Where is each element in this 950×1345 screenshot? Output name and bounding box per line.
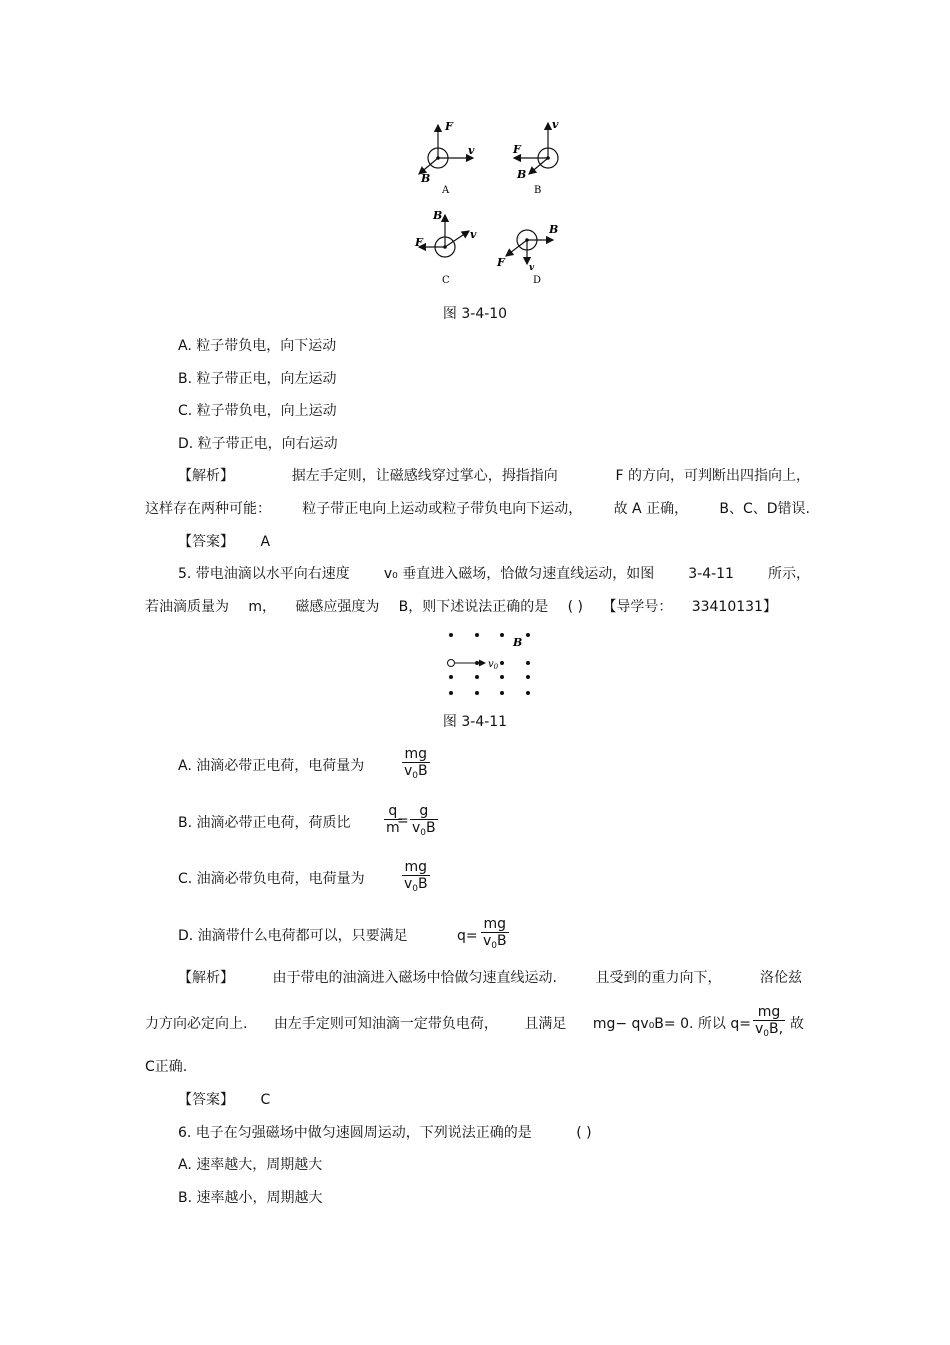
panel-a <box>419 120 475 196</box>
denominator <box>402 762 430 781</box>
subscript: 0 <box>420 828 427 838</box>
subscript: 0 <box>763 1029 770 1039</box>
velocity-label: v <box>468 144 475 157</box>
analysis-text: 粒子带正电向上运动或粒子带负电向下运动， <box>302 501 583 517</box>
q5-option-a: A. 油滴必带正电荷，电荷量为 <box>178 758 365 774</box>
oil-drop <box>448 660 455 667</box>
subscript: 0 <box>491 941 498 951</box>
subscript: 0 <box>412 884 419 894</box>
question-stem <box>178 1123 658 1143</box>
analysis-text: 由于带电的油滴进入磁场中恰做匀速直线运动. <box>272 970 557 986</box>
analysis-text: 故 <box>790 1016 804 1032</box>
numerator: q <box>388 803 398 819</box>
stem-part: m， <box>248 599 276 615</box>
question-stem <box>178 564 810 584</box>
force-label: F <box>415 236 423 249</box>
answer-label: 【答案】 <box>178 1092 234 1108</box>
numerator: g <box>419 803 429 819</box>
numerator: mg <box>404 746 428 762</box>
velocity-subscript: 0 <box>493 663 499 671</box>
analysis-text: 据左手定则，让磁感线穿过掌心，拇指指向 <box>291 468 558 484</box>
field-label: B <box>517 168 527 181</box>
denominator <box>753 1020 785 1039</box>
analysis-text: 这样存在两种可能： <box>145 501 271 517</box>
answer-value: C <box>260 1092 271 1108</box>
fraction <box>481 916 509 951</box>
figure-3-4-11 <box>440 625 545 705</box>
answer-label: 【答案】 <box>178 534 234 550</box>
denominator-v: v <box>412 820 421 836</box>
field-label: B <box>513 636 523 649</box>
velocity-label <box>488 659 499 671</box>
q5-option-b: B. 油滴必带正电荷，荷质比 <box>178 815 351 831</box>
q6-option-a: A. 速率越大，周期越大 <box>178 1157 323 1173</box>
subscript: 0 <box>412 771 419 781</box>
force-label: F <box>445 120 453 133</box>
panel-label: D <box>533 275 542 286</box>
field-label: B <box>421 172 431 185</box>
panel-label: B <box>534 185 542 196</box>
stem-part: B，则下述说法正确的是 <box>398 599 549 615</box>
q5-option-c: C. 油滴必带负电荷，电荷量为 <box>178 871 365 887</box>
stem-part: v₀ 垂直进入磁场，恰做匀速直线运动，如图 <box>383 566 655 582</box>
analysis-text: B、C、D错误. <box>719 501 810 517</box>
answer-blank: ( ) <box>576 1125 592 1141</box>
figure-3-4-10 <box>405 112 575 292</box>
velocity-symbol: v <box>488 659 494 670</box>
lhs: q= <box>457 928 478 944</box>
denominator-v: v <box>755 1021 764 1037</box>
figure-caption: 图 3-4-11 <box>442 714 508 730</box>
stem-part: 3-4-11 <box>688 566 734 582</box>
question-stem <box>145 597 777 617</box>
denominator-b: B <box>497 933 507 949</box>
stem-part: 若油滴质量为 <box>145 599 229 615</box>
analysis-text: 故 A 正确， <box>613 501 689 517</box>
denominator-b: B, <box>769 1021 784 1037</box>
q4-option-b: B. 粒子带正电，向左运动 <box>178 371 337 387</box>
denominator <box>410 819 438 838</box>
denominator <box>402 875 430 894</box>
velocity-label: v <box>470 228 477 241</box>
analysis-line <box>178 466 810 486</box>
velocity-label: v <box>529 263 535 273</box>
denominator-v: v <box>404 763 413 779</box>
analysis-label: 【解析】 <box>178 468 234 484</box>
analysis-line <box>178 968 802 988</box>
q6-option-b: B. 速率越小，周期越大 <box>178 1190 323 1206</box>
numerator: mg <box>404 859 428 875</box>
stem-part: 【导学号： <box>602 599 673 615</box>
equals-sign: = <box>397 813 409 829</box>
analysis-text: mg− qv₀B= 0. 所以 q= <box>592 1016 751 1032</box>
panel-label: A <box>442 185 450 196</box>
velocity-arrow <box>445 231 469 247</box>
field-label: B <box>433 209 443 222</box>
analysis-line <box>145 1014 751 1034</box>
figure-caption: 图 3-4-10 <box>442 306 508 322</box>
force-label: F <box>497 256 505 269</box>
analysis-text: C正确. <box>145 1059 188 1075</box>
fraction <box>402 859 430 894</box>
analysis-text: 且满足 <box>524 1016 567 1032</box>
answer-blank: ( ) <box>567 599 583 615</box>
q4-option-a: A. 粒子带负电，向下运动 <box>178 338 337 354</box>
analysis-label: 【解析】 <box>178 970 234 986</box>
analysis-text: 洛伦兹 <box>760 970 802 986</box>
denominator-b: B <box>418 763 428 779</box>
analysis-text: 力方向必定向上. <box>145 1016 248 1032</box>
panel-label: C <box>442 275 450 286</box>
force-arrow <box>506 240 527 256</box>
stem-part: 磁感应强度为 <box>295 599 380 615</box>
stem-part: 所示， <box>768 566 810 582</box>
field-label: B <box>549 223 559 236</box>
analysis-text: 且受到的重力向下， <box>595 970 722 986</box>
answer-line <box>178 1090 808 1110</box>
denominator-b: B <box>426 820 436 836</box>
panel-b <box>512 118 559 196</box>
numerator: mg <box>757 1004 781 1020</box>
numerator: mg <box>483 916 507 932</box>
analysis-line <box>145 499 810 519</box>
panel-c <box>414 209 477 286</box>
stem-part: 6. 电子在匀强磁场中做匀速圆周运动，下列说法正确的是 <box>178 1125 532 1141</box>
q5-option-d: D. 油滴带什么电荷都可以，只要满足 <box>178 928 408 944</box>
fraction <box>753 1004 785 1039</box>
answer-line <box>178 532 808 552</box>
q4-option-d: D. 粒子带正电，向右运动 <box>178 436 338 452</box>
denominator: m <box>386 820 400 836</box>
stem-part: 33410131】 <box>691 599 777 615</box>
fraction <box>410 803 438 838</box>
answer-value: A <box>260 534 271 550</box>
denominator-b: B <box>418 876 428 892</box>
analysis-text: F 的方向，可判断出四指向上， <box>615 468 810 484</box>
q4-option-c: C. 粒子带负电，向上运动 <box>178 403 337 419</box>
panel-d <box>496 223 558 286</box>
stem-part: 5. 带电油滴以水平向右速度 <box>178 566 350 582</box>
analysis-text: 由左手定则可知油滴一定带负电荷， <box>273 1016 498 1032</box>
denominator <box>481 932 509 951</box>
denominator-v: v <box>483 933 492 949</box>
fraction <box>402 746 430 781</box>
denominator-v: v <box>404 876 413 892</box>
velocity-label: v <box>552 118 559 131</box>
force-label: F <box>513 143 521 156</box>
